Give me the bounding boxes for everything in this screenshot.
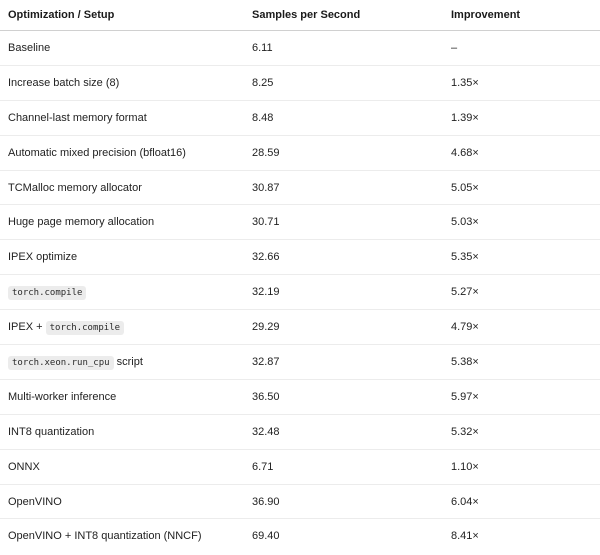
setup-text: IPEX optimize [8, 251, 78, 264]
table-row [0, 100, 600, 135]
cell-samples: 28.59 [244, 135, 443, 170]
table-row [0, 240, 600, 275]
cell-setup [0, 275, 244, 310]
cell-improvement: 5.03× [443, 205, 600, 240]
table-body [0, 31, 600, 554]
table-row [0, 519, 600, 553]
cell-improvement: 1.35× [443, 65, 600, 100]
cell-samples: 30.71 [244, 205, 443, 240]
setup-text: Baseline [8, 41, 51, 54]
cell-improvement: 8.41× [451, 530, 479, 543]
cell-setup [0, 449, 244, 484]
inline-code: torch.xeon.run_cpu [8, 356, 114, 370]
table-row [0, 345, 600, 380]
header-samples: Samples per Second [244, 0, 443, 31]
cell-samples: 32.87 [244, 345, 443, 380]
setup-text: OpenVINO + INT8 quantization (NNCF) [8, 530, 202, 543]
cell-setup [0, 135, 244, 170]
cell-setup [0, 379, 244, 414]
setup-text: script [113, 355, 143, 368]
setup-text: TCMalloc memory allocator [8, 181, 142, 194]
inline-code: torch.compile [46, 321, 124, 335]
table-row [0, 449, 600, 484]
setup-text: Huge page memory allocation [8, 216, 155, 229]
cell-setup [0, 65, 244, 100]
header-improvement: Improvement [443, 0, 600, 31]
cell-samples: 29.29 [244, 310, 443, 345]
setup-text: Automatic mixed precision (bfloat16) [8, 146, 186, 159]
cell-improvement: 1.39× [443, 100, 600, 135]
table-row [0, 310, 600, 345]
cell-samples: 32.66 [244, 240, 443, 275]
cell-improvement: 1.10× [443, 449, 600, 484]
cell-setup [0, 205, 244, 240]
cell-setup [0, 240, 244, 275]
cell-samples: 32.48 [244, 414, 443, 449]
cell-improvement: 5.35× [443, 240, 600, 275]
setup-text: Channel-last memory format [8, 111, 147, 124]
cell-improvement: – [443, 31, 600, 66]
table-row [0, 31, 600, 66]
cell-setup [0, 519, 244, 553]
cell-setup [0, 484, 244, 519]
cell-samples: 6.11 [244, 31, 443, 66]
table-row [0, 414, 600, 449]
header-setup: Optimization / Setup [0, 0, 244, 31]
setup-text: IPEX + [8, 321, 46, 334]
cell-setup [0, 414, 244, 449]
header-row [0, 0, 600, 31]
cell-setup [0, 310, 244, 345]
cell-improvement: 5.32× [443, 414, 600, 449]
cell-samples: 32.19 [244, 275, 443, 310]
table-row [0, 170, 600, 205]
cell-samples: 30.87 [244, 170, 443, 205]
cell-samples: 6.71 [244, 449, 443, 484]
table-row [0, 205, 600, 240]
cell-improvement: 5.05× [443, 170, 600, 205]
cell-samples: 36.90 [244, 484, 443, 519]
table-row [0, 275, 600, 310]
setup-text: INT8 quantization [8, 425, 95, 438]
cell-setup [0, 100, 244, 135]
cell-improvement: 6.04× [443, 484, 600, 519]
cell-setup [0, 31, 244, 66]
table-row [0, 135, 600, 170]
setup-text: Multi-worker inference [8, 390, 117, 403]
cell-samples: 8.25 [244, 65, 443, 100]
cell-samples: 8.48 [244, 100, 443, 135]
cell-improvement: 4.79× [443, 310, 600, 345]
cell-setup [0, 170, 244, 205]
table-row [0, 484, 600, 519]
cell-samples: 69.40 [252, 530, 280, 543]
cell-samples: 36.50 [244, 379, 443, 414]
cell-improvement: 5.38× [443, 345, 600, 380]
table-row [0, 379, 600, 414]
inline-code: torch.compile [8, 286, 86, 300]
cell-improvement: 5.27× [443, 275, 600, 310]
table-header [0, 0, 600, 31]
table-row [0, 65, 600, 100]
cell-setup [0, 345, 244, 380]
setup-text: Increase batch size (8) [8, 76, 120, 89]
cell-improvement: 4.68× [443, 135, 600, 170]
cell-improvement: 5.97× [443, 379, 600, 414]
setup-text: OpenVINO [8, 495, 62, 508]
setup-text: ONNX [8, 460, 40, 473]
